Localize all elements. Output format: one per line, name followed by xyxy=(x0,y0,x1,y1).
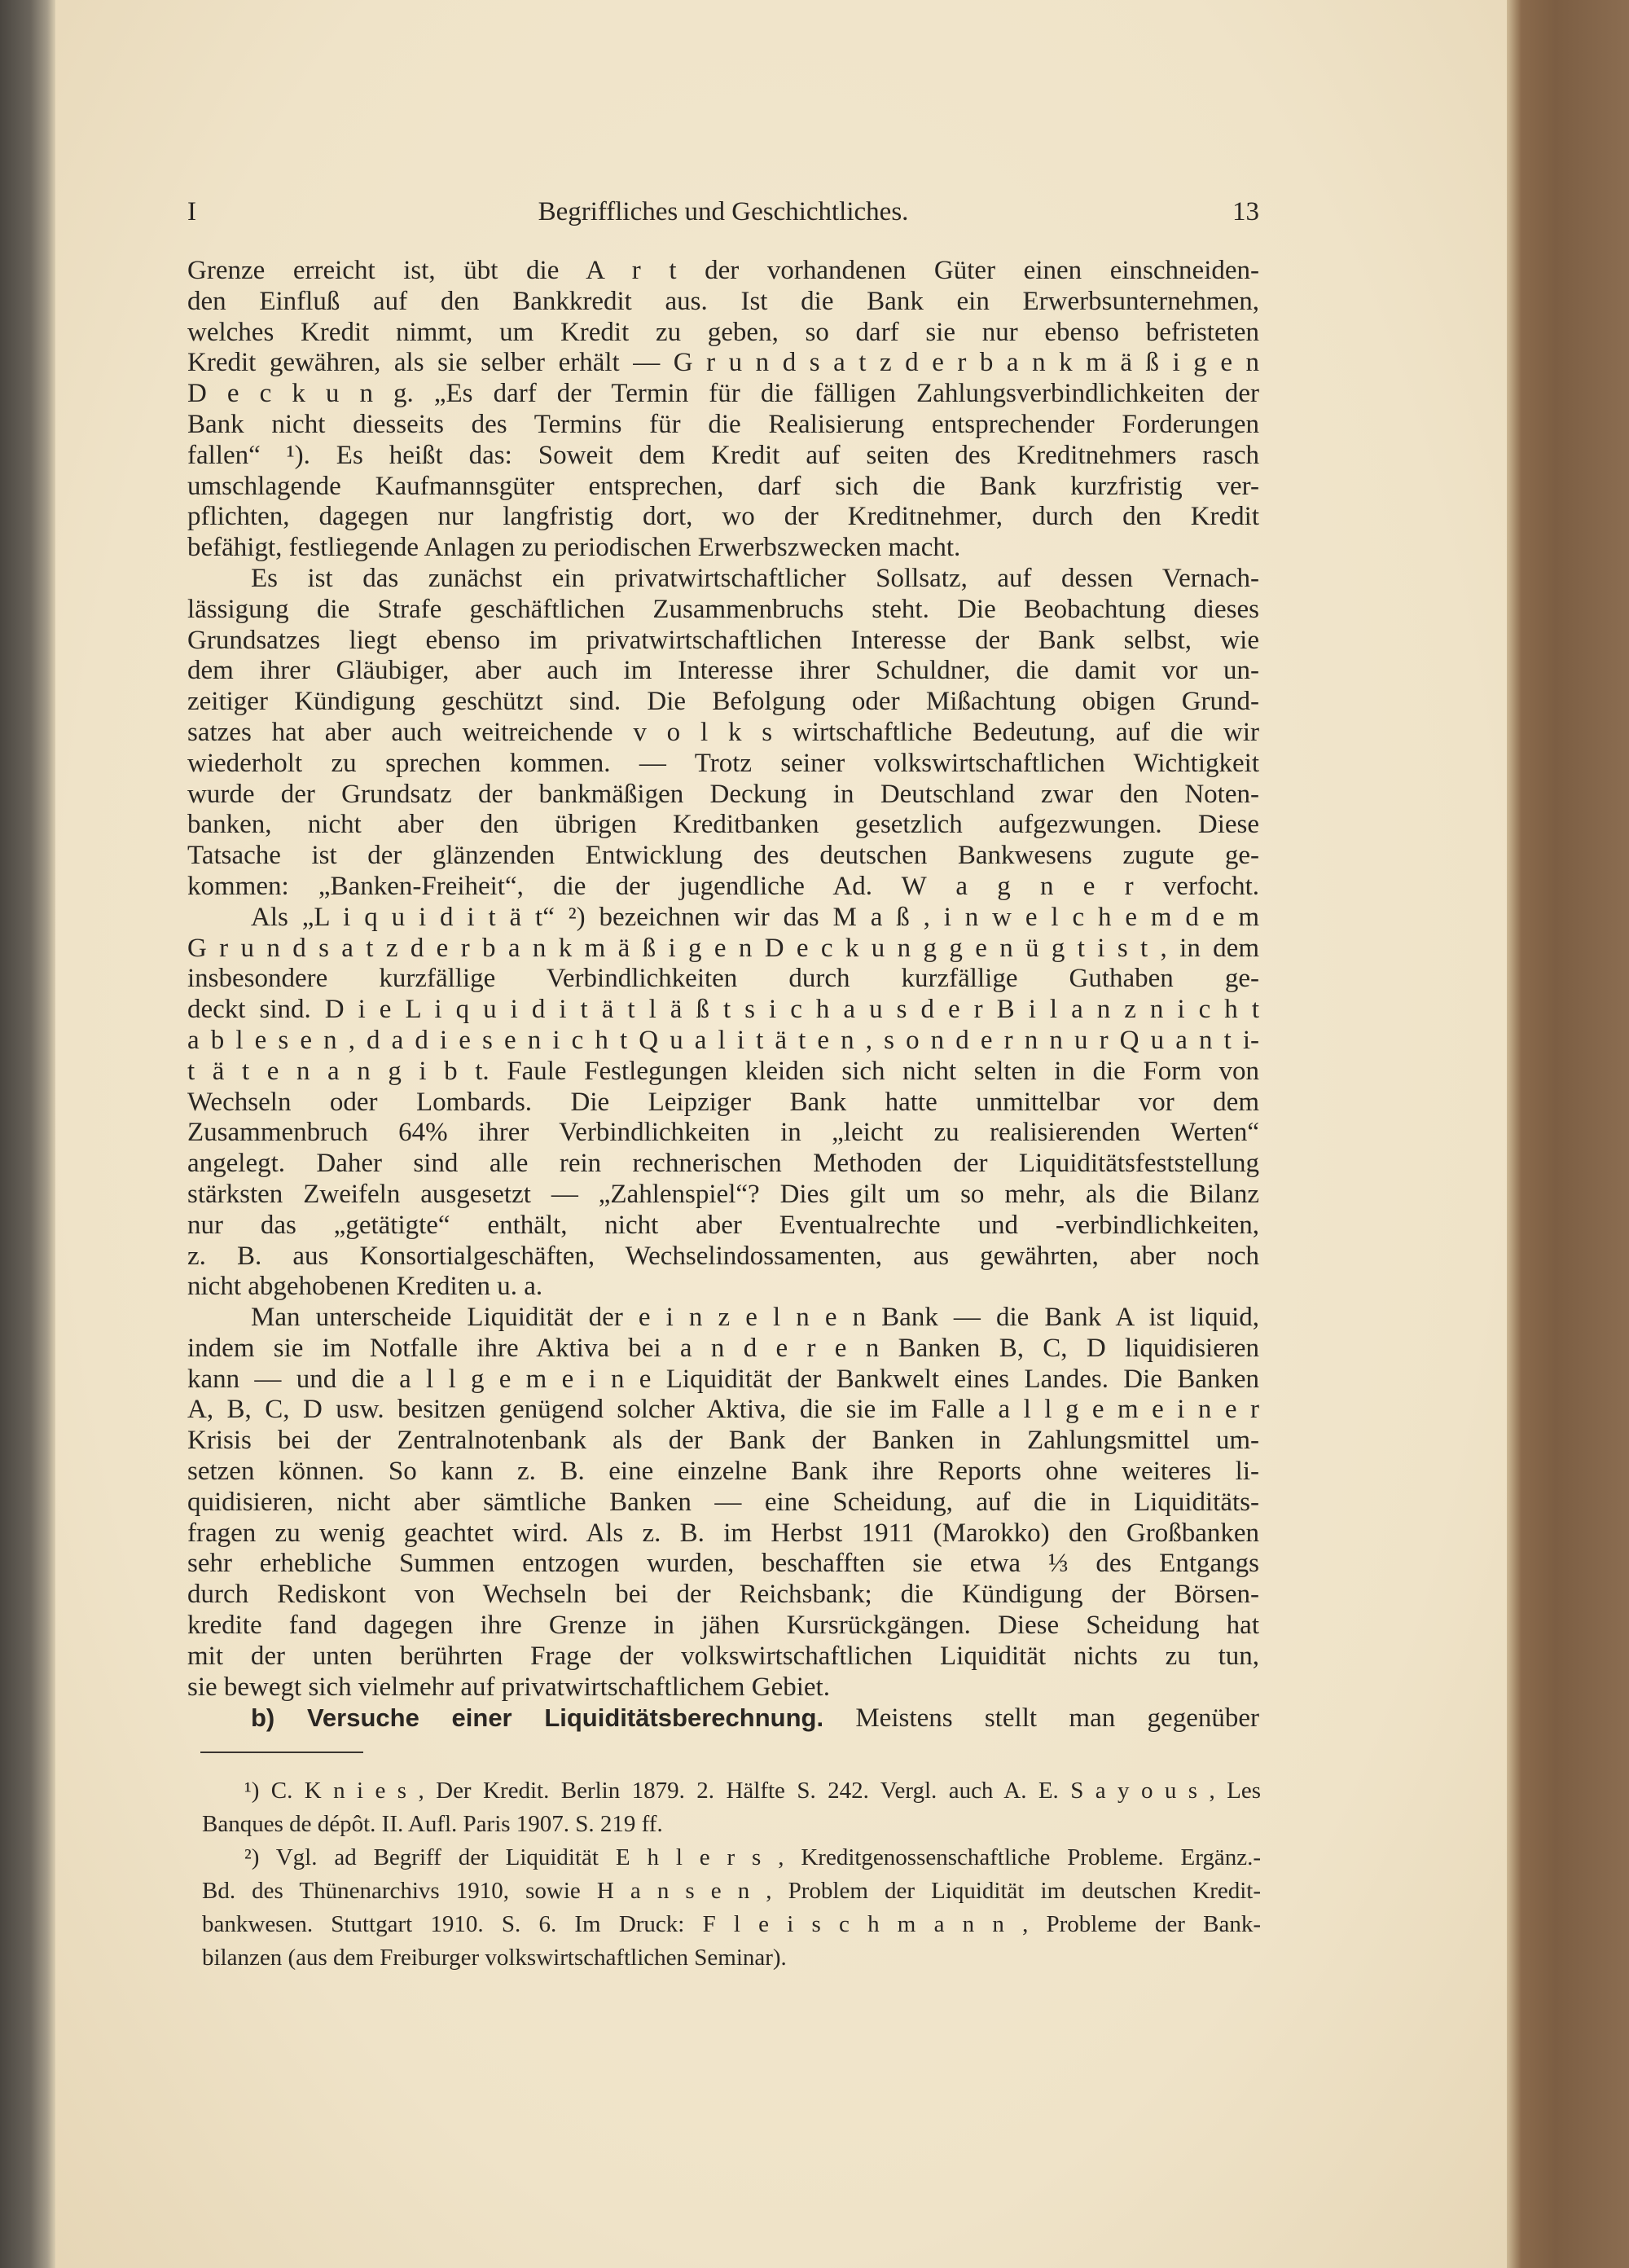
text-line: nur das „getätigte“ enthält, nicht aber Eventualrechte und -verbindlichkeiten, xyxy=(187,1210,1259,1240)
text-line: Als „L i q u i d i t ä t“ ²) bezeichnen wir das M a ß , i n w e l c h e m d e m xyxy=(251,902,1259,932)
text-line: A, B, C, D usw. besitzen genügend solcher Aktiva, die sie im Falle a l l g e m e i n e r xyxy=(187,1395,1259,1425)
text-line: Kredit gewähren, als sie selber erhält — G r u n d s a t z d e r b a n k m ä ß i g e n xyxy=(187,348,1259,378)
text-line: pflichten, dagegen nur langfristig dort, wo der Kreditnehmer, durch den Kredit xyxy=(187,502,1259,532)
text-line: fallen“ ¹). Es heißt das: Soweit dem Kredit auf seiten des Kreditnehmers rasch xyxy=(187,440,1259,470)
book-cover-right xyxy=(1507,0,1629,2268)
text-line: Wechseln oder Lombards. Die Leipziger Bank hatte unmittelbar vor dem xyxy=(187,1087,1259,1117)
section-heading: b) Versuche einer Liquiditätsberechnung. xyxy=(251,1703,824,1733)
body-text xyxy=(187,256,1259,1734)
footnote-line: bankwesen. Stuttgart 1910. S. 6. Im Druck: F l e i s c h m a n n , Probleme der Bank- xyxy=(202,1911,1261,1937)
footnote-line: Bd. des Thünenarchivs 1910, sowie H a n s e n , Problem der Liquidität im deutschen Kredit- xyxy=(202,1878,1261,1904)
footnotes xyxy=(202,1774,1261,1975)
text-line: Grundsatzes liegt ebenso im privatwirtschaftlichen Interesse der Bank selbst, wie xyxy=(187,625,1259,655)
running-header xyxy=(187,197,1259,233)
text-line: den Einfluß auf den Bankkredit aus. Ist die Bank ein Erwerbsunternehmen, xyxy=(187,286,1259,316)
text-line: t ä t e n a n g i b t. Faule Festlegungen kleiden sich nicht selten in die Form von xyxy=(187,1056,1259,1086)
text-line: sehr erhebliche Summen entzogen wurden, beschafften sie etwa ⅓ des Entgangs xyxy=(187,1549,1259,1579)
text-line: quidisieren, nicht aber sämtliche Banken — eine Scheidung, auf die in Liquiditäts- xyxy=(187,1487,1259,1517)
text-line: Krisis bei der Zentralnotenbank als der Bank der Banken in Zahlungsmittel um- xyxy=(187,1426,1259,1456)
text-line: fragen zu wenig geachtet wird. Als z. B. im Herbst 1911 (Marokko) den Großbanken xyxy=(187,1518,1259,1548)
text-line: kann — und die a l l g e m e i n e Liquidität der Bankwelt eines Landes. Die Banken xyxy=(187,1364,1259,1394)
text-line: a b l e s e n , d a d i e s e n i c h t Q u a l i t ä t e n , s o n d e r n n u r Q u a n t i- xyxy=(187,1025,1259,1055)
text-line: nicht abgehobenen Krediten u. a. xyxy=(187,1272,543,1302)
text-line: Es ist das zunächst ein privatwirtschaftlicher Sollsatz, auf dessen Vernach- xyxy=(251,563,1259,593)
section-heading-line xyxy=(187,1703,1259,1734)
text-line: D e c k u n g. „Es darf der Termin für die fälligen Zahlungsverbindlichkeiten der xyxy=(187,379,1259,409)
text-line: setzen können. So kann z. B. eine einzelne Bank ihre Reports ohne weiteres li- xyxy=(187,1457,1259,1487)
text-line: welches Kredit nimmt, um Kredit zu geben, so darf sie nur ebenso befristeten xyxy=(187,317,1259,347)
page-number: 13 xyxy=(1232,197,1259,226)
text-line: befähigt, festliegende Anlagen zu periodischen Erwerbszwecken macht. xyxy=(187,533,961,563)
text-line: kredite fand dagegen ihre Grenze in jähen Kursrückgängen. Diese Scheidung hat xyxy=(187,1611,1259,1641)
text-line: insbesondere kurzfällige Verbindlichkeiten durch kurzfällige Guthaben ge- xyxy=(187,964,1259,994)
section-text: Meistens stellt man gegenüber xyxy=(823,1703,1259,1734)
text-line: satzes hat aber auch weitreichende v o l k s wirtschaftliche Bedeutung, auf die wir xyxy=(187,717,1259,747)
text-line: z. B. aus Konsortialgeschäften, Wechselindossamenten, aus gewährten, aber noch xyxy=(187,1241,1259,1271)
footnote-line: Banques de dépôt. II. Aufl. Paris 1907. S. 219 ff. xyxy=(202,1811,663,1837)
footnote-rule xyxy=(200,1752,363,1753)
text-line: G r u n d s a t z d e r b a n k m ä ß i g e n D e c k u n g g e n ü g t i s t , in dem xyxy=(187,933,1259,963)
text-line: durch Rediskont von Wechseln bei der Reichsbank; die Kündigung der Börsen- xyxy=(187,1580,1259,1610)
chapter-number: I xyxy=(187,197,196,226)
text-line: lässigung die Strafe geschäftlichen Zusammenbruchs steht. Die Beobachtung dieses xyxy=(187,594,1259,624)
text-line: Grenze erreicht ist, übt die A r t der vorhandenen Güter einen einschneiden- xyxy=(187,256,1259,285)
text-line: Bank nicht diesseits des Termins für die Realisierung entsprechender Forderungen xyxy=(187,409,1259,439)
text-line: umschlagende Kaufmannsgüter entsprechen, darf sich die Bank kurzfristig ver- xyxy=(187,471,1259,501)
text-line: deckt sind. D i e L i q u i d i t ä t l ä ß t s i c h a u s d e r B i l a n z n i c h t xyxy=(187,995,1259,1025)
text-line: Man unterscheide Liquidität der e i n z e l n e n Bank — die Bank A ist liquid, xyxy=(251,1303,1259,1333)
running-title: Begriffliches und Geschichtliches. xyxy=(538,197,909,226)
footnote-line: bilanzen (aus dem Freiburger volkswirtschaftlichen Seminar). xyxy=(202,1945,787,1971)
text-line: Zusammenbruch 64% ihrer Verbindlichkeiten in „leicht zu realisierenden Werten“ xyxy=(187,1118,1259,1148)
text-line: stärksten Zweifeln ausgesetzt — „Zahlenspiel“? Dies gilt um so mehr, als die Bilanz xyxy=(187,1179,1259,1209)
text-line: dem ihrer Gläubiger, aber auch im Interesse ihrer Schuldner, die damit vor un- xyxy=(187,656,1259,686)
text-line: angelegt. Daher sind alle rein rechnerischen Methoden der Liquiditätsfeststellung xyxy=(187,1149,1259,1179)
footnote-line: ²) Vgl. ad Begriff der Liquidität E h l e r s , Kreditgenossenschaftliche Probleme. Ergänz.- xyxy=(244,1844,1261,1870)
text-line: wurde der Grundsatz der bankmäßigen Deckung in Deutschland zwar den Noten- xyxy=(187,779,1259,809)
text-line: indem sie im Notfalle ihre Aktiva bei a n d e r e n Banken B, C, D liquidisieren xyxy=(187,1333,1259,1363)
text-line: kommen: „Banken-Freiheit“, die der jugendliche Ad. W a g n e r verfocht. xyxy=(187,871,1259,901)
text-line: wiederholt zu sprechen kommen. — Trotz seiner volkswirtschaftlichen Wichtigkeit xyxy=(187,748,1259,778)
text-line: zeitiger Kündigung geschützt sind. Die Befolgung oder Mißachtung obigen Grund- xyxy=(187,687,1259,717)
text-line: mit der unten berührten Frage der volkswirtschaftlichen Liquidität nichts zu tun, xyxy=(187,1641,1259,1671)
text-line: sie bewegt sich vielmehr auf privatwirtschaftlichem Gebiet. xyxy=(187,1672,830,1702)
text-line: Tatsache ist der glänzenden Entwicklung des deutschen Bankwesens zugute ge- xyxy=(187,841,1259,871)
text-line: banken, nicht aber den übrigen Kreditbanken gesetzlich aufgezwungen. Diese xyxy=(187,810,1259,840)
footnote-line: ¹) C. K n i e s , Der Kredit. Berlin 1879. 2. Hälfte S. 242. Vergl. auch A. E. S a y o u s , Les xyxy=(244,1778,1261,1804)
book-cover-left xyxy=(0,0,55,2268)
